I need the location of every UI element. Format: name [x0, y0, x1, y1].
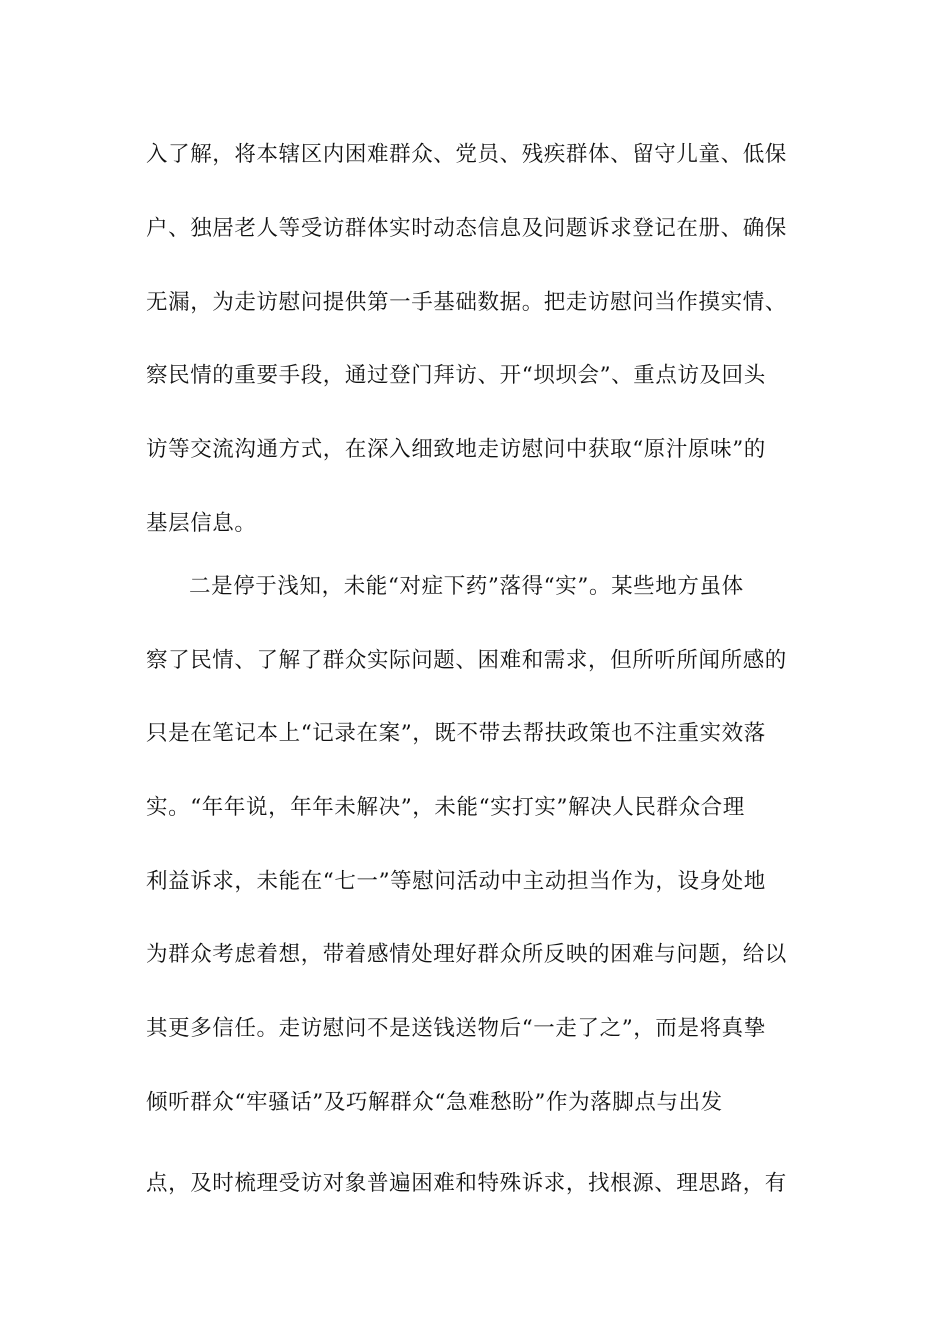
text-line: 无漏，为走访慰问提供第一手基础数据。把走访慰问当作摸实情、 — [146, 290, 787, 315]
text-line: 为群众考虑着想，带着感情处理好群众所反映的困难与问题，给以 — [146, 942, 787, 967]
text-line: 基层信息。 — [146, 511, 257, 536]
text-line: 访等交流沟通方式，在深入细致地走访慰问中获取“原汁原味”的 — [146, 437, 766, 462]
paragraph-first-line: 二是停于浅知，未能“对症下药”落得“实”。某些地方虽体 — [189, 574, 744, 599]
text-line: 其更多信任。走访慰问不是送钱送物后“一走了之”，而是将真挚 — [146, 1016, 766, 1041]
text-line: 利益诉求，未能在“七一”等慰问活动中主动担当作为，设身处地 — [146, 869, 766, 894]
text-line: 入了解，将本辖区内困难群众、党员、残疾群体、留守儿童、低保 — [146, 142, 787, 167]
text-line: 点，及时梳理受访对象普遍困难和特殊诉求，找根源、理思路，有 — [146, 1171, 787, 1196]
text-line: 察民情的重要手段，通过登门拜访、开“坝坝会”、重点访及回头 — [146, 363, 766, 388]
text-line: 察了民情、了解了群众实际问题、困难和需求，但所听所闻所感的 — [146, 648, 787, 673]
text-line: 倾听群众“牢骚话”及巧解群众“急难愁盼”作为落脚点与出发 — [146, 1090, 723, 1115]
text-line: 户、独居老人等受访群体实时动态信息及问题诉求登记在册、确保 — [146, 216, 787, 241]
text-line: 实。“年年说，年年未解决”，未能“实打实”解决人民群众合理 — [146, 795, 745, 820]
text-line: 只是在笔记本上“记录在案”，既不带去帮扶政策也不注重实效落 — [146, 721, 766, 746]
